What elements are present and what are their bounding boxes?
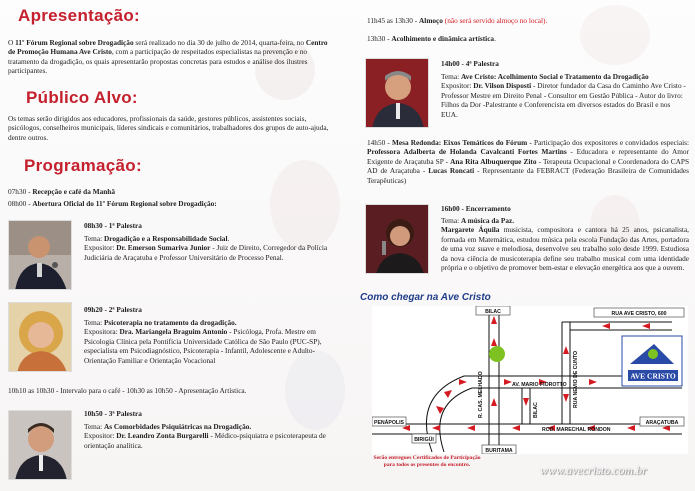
map-label-r-cas-melhado: R. CAS. MELHADO bbox=[478, 371, 484, 418]
schedule-item-recepcao bbox=[8, 187, 115, 196]
intervalo-text: 10h10 as 10h30 - Intervalo para o café - 10h30 as 10h50 - Apresentação Artística. bbox=[8, 386, 247, 395]
palestra-2-heading: 09h20 - 2ª Palestra bbox=[84, 305, 142, 314]
programacao-title: Programação: bbox=[24, 156, 142, 175]
publico-alvo-title: Público Alvo: bbox=[26, 88, 138, 107]
map-label-rod-marechal: ROD. MARECHAL RONDON bbox=[542, 427, 611, 433]
encerramento-details bbox=[441, 216, 689, 272]
website-url[interactable]: www.avecristo.com.br bbox=[540, 463, 647, 477]
certificate-note: Serão entregues Certificados de Participação para todos os presentes do encontro. bbox=[373, 455, 481, 468]
forum-name: 11º Fórum Regional sobre Drogadição bbox=[15, 38, 134, 47]
palestra-4-tema: Ave Cristo: Acolhimento Social e Tratamento da Drogadição bbox=[460, 72, 649, 81]
schedule-time: 08h00 - bbox=[8, 199, 33, 208]
schedule-time: 14h50 - bbox=[367, 138, 392, 147]
palestra-3-heading: 10h50 - 3ª Palestra bbox=[84, 409, 142, 418]
punctuation: . bbox=[227, 234, 230, 243]
palestra-4-details bbox=[441, 72, 689, 119]
tema-label: Tema: bbox=[441, 216, 461, 225]
publico-alvo-text: Os temas serão dirigidos aos educadores, profissionais da saúde, gestores públicos, assistentes sociais, psicólogos, conselheiros municipais, líderes sindicais e comunitários, trabalhadores dos grupos de auto-ajuda, dentre outros. bbox=[8, 114, 329, 142]
palestra-2-tema: Psicoterapia no tratamento da drogadição. bbox=[103, 318, 237, 327]
palestra-3-details bbox=[84, 422, 336, 450]
speaker-photo-vilson bbox=[365, 58, 429, 128]
map-label-bilac-top: BILAC bbox=[485, 309, 501, 315]
apresentacao-text bbox=[8, 38, 336, 76]
tema-label: Tema: bbox=[84, 422, 104, 431]
text-run: - Representante da FEBRACT (Federação Brasileira de Comunidades Terapêuticas) bbox=[367, 166, 690, 185]
speaker-portrait bbox=[9, 303, 72, 372]
expositor-label: Expositor: bbox=[84, 243, 117, 253]
schedule-text: Recepção e café da Manhã bbox=[32, 187, 116, 196]
artist-bio: musicista, compositora e cantora há 25 anos, psicanalista, formada em Matemática, estudou música pela escola Fundação das Artes, portadora de uma voz suave e melodiosa, desenvolve seu trabalho solo desde 1999. Estudiosa da nova ciência de musicoterapia define seu trabalho musical com uma identidade própria e o objetivo de promover bem-estar e elevação energética aos que a ouvem. bbox=[441, 225, 690, 273]
tema-label: Tema: bbox=[84, 318, 104, 327]
map-label-bilac-side: BILAC bbox=[533, 402, 539, 418]
directions-map bbox=[372, 306, 688, 454]
acolhimento-line bbox=[367, 34, 496, 43]
palestra-2-expositor: Dra. Mariangela Braguim Antonio bbox=[119, 327, 228, 337]
palestra-1-tema: Drogadição e a Responsabilidade Social bbox=[103, 234, 228, 243]
schedule-time: 07h30 - bbox=[8, 187, 33, 196]
map-label-buritama: BURITAMA bbox=[485, 448, 513, 454]
almoco-text: Almoço bbox=[419, 16, 443, 25]
speaker-photo-emerson bbox=[8, 220, 72, 290]
encerramento-heading: 16h00 - Encerramento bbox=[441, 204, 511, 213]
expositor-label: Expositora: bbox=[84, 327, 120, 337]
schedule-time: 13h30 - bbox=[367, 34, 392, 43]
speaker-photo-leandro bbox=[8, 410, 72, 480]
expositor-bio: - Diretor fundador da Casa do Caminho Ave Cristo - Professor Mestre em Direito Penal - Consultor em Gestão Pública - Autor do livro: Filhos da Dor -Palestrante e Conferencista em diversos estados do Brasil e nos EUA. bbox=[441, 81, 686, 119]
mesa-redonda-title: Mesa Redonda: Eixos Temáticos do Fórum - bbox=[391, 138, 532, 147]
ave-cristo-location-marker bbox=[489, 346, 505, 362]
text-run: - Educadora e representante do Amor Exigente de Araçatuba SP - bbox=[367, 147, 689, 166]
participant-name: Lucas Roncati bbox=[428, 166, 475, 176]
text-run: - Terapeuta Ocupacional e Coordenadora do CAPS AD de Araçatuba - bbox=[367, 156, 689, 176]
text-run: Participação dos expositores e convidados especiais: bbox=[531, 138, 689, 147]
map-title: Como chegar na Ave Cristo bbox=[360, 292, 491, 303]
expositor-label: Expositor: bbox=[84, 431, 117, 441]
tema-label: Tema: bbox=[84, 234, 104, 243]
schedule-text: Abertura Oficial do 11º Fórum Regional sobre Drogadição: bbox=[32, 199, 217, 208]
participant-name: Professora Adalberta de Holanda Cavalcanti Fortes Martins bbox=[367, 147, 567, 157]
palestra-3-tema: As Comorbidades Psiquiátricas na Drogadição. bbox=[103, 422, 252, 431]
text-run: O bbox=[8, 38, 16, 47]
expositor-label: Expositor: bbox=[441, 81, 474, 91]
palestra-3-expositor: Dr. Leandro Zonta Burgarelli bbox=[116, 431, 209, 441]
speaker-portrait bbox=[9, 221, 72, 290]
background-figure bbox=[580, 5, 650, 65]
map-label-birigui: BIRIGÜI bbox=[414, 437, 434, 443]
palestra-1-expositor: Dr. Emerson Sumariva Junior bbox=[116, 243, 211, 253]
map-label-av-mario: AV. MARIO FIOROTTO bbox=[512, 382, 567, 388]
speaker-photo-mariangela bbox=[8, 302, 72, 372]
map-label-penapolis: PENÁPOLIS bbox=[374, 420, 404, 426]
palestra-1-details bbox=[84, 234, 336, 262]
intervalo-line bbox=[8, 386, 247, 395]
text-run: será realizado no dia 30 de julho de 2014, quarta-feira, no bbox=[133, 38, 306, 47]
map-drawing bbox=[372, 306, 688, 454]
speaker-portrait bbox=[366, 205, 429, 274]
encerramento-tema: A música da Paz. bbox=[460, 216, 515, 225]
map-label-rua-nevio: RUA NEVIO DE CUNTO bbox=[573, 350, 579, 408]
expositor-bio: - Psicóloga, Profa. Mestre em Psicologia Clínica pela Pontifícia Universidade Católica de São Paulo (PUC-SP), especialista em Psicodiagnóstico, Psicoterapia - Infantil, Adolescente e Adulto- Orientação Familiar e Orientação Vocacional bbox=[84, 327, 322, 365]
acolhimento-text: Acolhimento e dinâmica artística bbox=[391, 34, 495, 43]
almoco-line bbox=[367, 16, 547, 25]
ave-cristo-logo bbox=[622, 336, 682, 386]
expositor-bio: - Médico-psiquiatra e psicoterapeuta de orientação analítica. bbox=[84, 431, 326, 450]
map-label-rua-ave-cristo: RUA AVE CRISTO, 600 bbox=[611, 311, 667, 317]
apresentacao-title: Apresentação: bbox=[18, 6, 140, 25]
punctuation: . bbox=[494, 34, 496, 43]
participant-name: Ana Rita Albuquerque Zito bbox=[450, 156, 537, 166]
schedule-item-abertura bbox=[8, 199, 217, 208]
speaker-portrait bbox=[366, 59, 429, 128]
palestra-1-heading: 08h30 - 1ª Palestra bbox=[84, 221, 142, 230]
palestra-4-heading: 14h00 - 4ª Palestra bbox=[441, 59, 499, 68]
logo-text: AVE CRISTO bbox=[630, 371, 676, 381]
almoco-note: (não será servido almoço no local). bbox=[442, 16, 548, 25]
expositor-bio: - Juiz de Direito, Corregedor da Polícia Judiciária de Araçatuba e Professor Universitário de Processo Penal. bbox=[84, 243, 328, 262]
palestra-4-expositor: Dr. Vilson Disposti bbox=[473, 81, 532, 91]
speaker-portrait bbox=[9, 411, 72, 480]
encerramento-artist: Margarete Áquila bbox=[441, 225, 500, 235]
mesa-redonda-text bbox=[367, 138, 689, 185]
speaker-photo-margarete bbox=[365, 204, 429, 274]
tema-label: Tema: bbox=[441, 72, 461, 81]
schedule-time: 11h45 as 13h30 - bbox=[367, 16, 420, 25]
center-name: Centro de Promoção Humana Ave Cristo bbox=[8, 38, 328, 57]
palestra-2-details bbox=[84, 318, 336, 365]
text-run: , com a participação de respeitados especialistas na prevenção e no tratamento da drogadição, os quais apresentarão propostas concretas para estudos e análise dos ilustres participantes. bbox=[8, 47, 308, 76]
map-label-aracatuba: ARAÇATUBA bbox=[645, 420, 679, 426]
